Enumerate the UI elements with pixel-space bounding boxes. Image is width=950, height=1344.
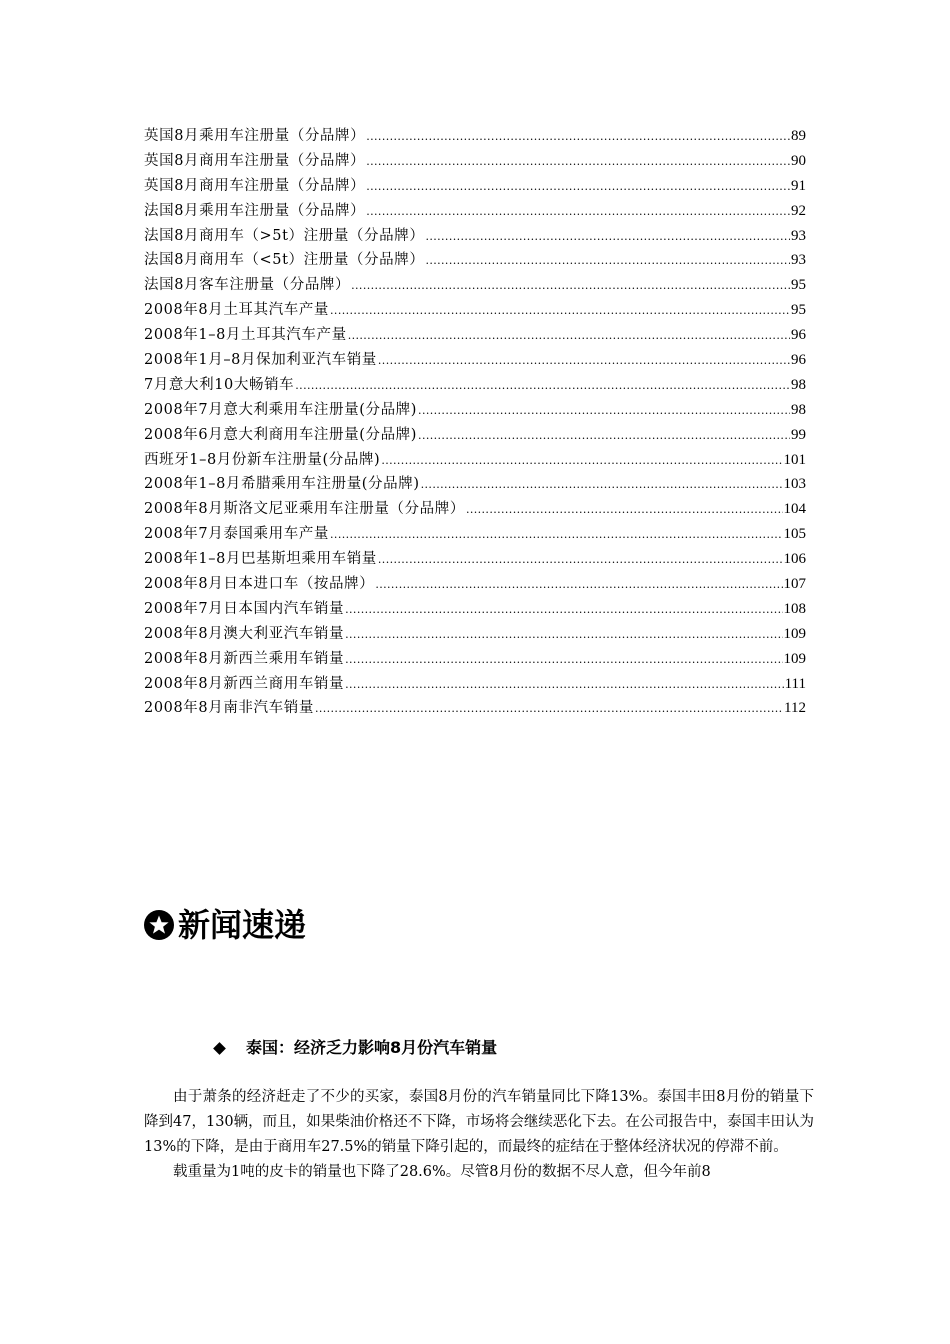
news-title bbox=[212, 1034, 497, 1062]
toc-leader-dots bbox=[466, 498, 783, 523]
toc-entry-title: 2008年8月斯洛文尼亚乘用车注册量（分品牌） bbox=[144, 501, 465, 518]
toc-leader-dots bbox=[421, 473, 783, 498]
toc-entry[interactable] bbox=[144, 373, 806, 398]
toc-entry[interactable] bbox=[144, 323, 806, 348]
toc-leader-dots bbox=[375, 573, 782, 598]
toc-entry-title: 7月意大利10大畅销车 bbox=[144, 376, 295, 393]
toc-entry-title: 英国8月商用车注册量（分品牌） bbox=[144, 152, 366, 169]
toc-entry[interactable] bbox=[144, 174, 806, 199]
toc-entry-page: 104 bbox=[783, 501, 806, 518]
article-paragraph: 载重量为1吨的皮卡的销量也下降了28.6%。尽管8月份的数据不尽人意，但今年前8 bbox=[173, 1164, 711, 1180]
toc-entry-title: 2008年7月日本国内汽车销量 bbox=[144, 600, 345, 617]
toc-leader-dots bbox=[345, 598, 782, 623]
toc-entry[interactable] bbox=[144, 647, 806, 672]
news-title-text: 泰国：经济乏力影响8月份汽车销量 bbox=[246, 1038, 498, 1057]
toc-entry[interactable] bbox=[144, 522, 806, 547]
toc-entry-page: 112 bbox=[784, 700, 806, 717]
toc-leader-dots bbox=[381, 449, 782, 474]
toc-leader-dots bbox=[366, 150, 790, 175]
toc-entry[interactable] bbox=[144, 547, 806, 572]
toc-entry-title: 2008年8月新西兰乘用车销量 bbox=[144, 650, 345, 667]
toc-entry[interactable] bbox=[144, 273, 806, 298]
toc-entry-page: 96 bbox=[791, 327, 806, 344]
star-circle-icon bbox=[144, 910, 174, 940]
toc-leader-dots bbox=[418, 424, 790, 449]
toc-entry-title: 法国8月商用车（<5t）注册量（分品牌） bbox=[144, 252, 425, 269]
toc-entry[interactable] bbox=[144, 497, 806, 522]
toc-entry[interactable] bbox=[144, 622, 806, 647]
toc-leader-dots bbox=[366, 125, 790, 150]
toc-entry-page: 107 bbox=[783, 576, 806, 593]
toc-leader-dots bbox=[378, 349, 790, 374]
toc-entry[interactable] bbox=[144, 572, 806, 597]
toc-entry[interactable] bbox=[144, 423, 806, 448]
toc-entry-page: 108 bbox=[783, 600, 806, 617]
toc-entry-title: 西班牙1–8月份新车注册量(分品牌) bbox=[144, 451, 381, 468]
toc-entry[interactable] bbox=[144, 672, 806, 697]
toc-entry-page: 109 bbox=[783, 650, 806, 667]
toc-entry-title: 法国8月商用车（>5t）注册量（分品牌） bbox=[144, 227, 425, 244]
toc-entry-page: 99 bbox=[791, 426, 806, 443]
toc-entry-page: 111 bbox=[784, 675, 806, 692]
toc-entry[interactable] bbox=[144, 348, 806, 373]
diamond-bullet-icon bbox=[213, 1042, 226, 1055]
toc-entry[interactable] bbox=[144, 298, 806, 323]
toc-leader-dots bbox=[330, 523, 782, 548]
toc-leader-dots bbox=[315, 697, 783, 722]
toc-entry[interactable] bbox=[144, 696, 806, 721]
toc-entry-title: 2008年8月澳大利亚汽车销量 bbox=[144, 625, 345, 642]
toc-leader-dots bbox=[366, 175, 790, 200]
toc-entry[interactable] bbox=[144, 448, 806, 473]
toc-entry-page: 95 bbox=[791, 277, 806, 294]
toc-entry-page: 93 bbox=[791, 227, 806, 244]
toc-entry[interactable] bbox=[144, 199, 806, 224]
toc-entry[interactable] bbox=[144, 472, 806, 497]
toc-entry[interactable] bbox=[144, 248, 806, 273]
toc-entry-page: 98 bbox=[791, 401, 806, 418]
toc-entry-title: 2008年8月日本进口车（按品牌） bbox=[144, 576, 375, 593]
toc-leader-dots bbox=[378, 548, 783, 573]
toc-entry-title: 法国8月客车注册量（分品牌） bbox=[144, 277, 351, 294]
toc-entry-page: 92 bbox=[791, 202, 806, 219]
toc-leader-dots bbox=[348, 324, 790, 349]
toc-entry-page: 96 bbox=[791, 352, 806, 369]
toc-entry-title: 2008年1–8月土耳其汽车产量 bbox=[144, 327, 347, 344]
toc-entry-page: 90 bbox=[791, 152, 806, 169]
toc-entry-title: 2008年7月泰国乘用车产量 bbox=[144, 526, 330, 543]
toc-leader-dots bbox=[366, 200, 790, 225]
toc-entry[interactable] bbox=[144, 597, 806, 622]
toc-entry-page: 98 bbox=[791, 376, 806, 393]
toc-leader-dots bbox=[295, 374, 790, 399]
toc-entry-title: 英国8月商用车注册量（分品牌） bbox=[144, 177, 366, 194]
toc-leader-dots bbox=[345, 673, 783, 698]
toc-leader-dots bbox=[425, 225, 790, 250]
toc-entry-page: 105 bbox=[783, 526, 806, 543]
toc-entry-title: 法国8月乘用车注册量（分品牌） bbox=[144, 202, 366, 219]
toc-entry-title: 2008年1–8月希腊乘用车注册量(分品牌) bbox=[144, 476, 420, 493]
toc-leader-dots bbox=[351, 274, 790, 299]
toc-entry-title: 2008年6月意大利商用车注册量(分品牌) bbox=[144, 426, 418, 443]
news-article bbox=[144, 1085, 814, 1185]
toc-leader-dots bbox=[345, 648, 782, 673]
toc-entry-title: 2008年1–8月巴基斯坦乘用车销量 bbox=[144, 551, 377, 568]
toc-entry-page: 89 bbox=[791, 128, 806, 144]
toc-entry[interactable] bbox=[144, 398, 806, 423]
toc-leader-dots bbox=[330, 299, 790, 324]
section-heading-text: 新闻速递 bbox=[178, 906, 307, 944]
toc-entry[interactable] bbox=[144, 149, 806, 174]
toc-leader-dots bbox=[425, 249, 790, 274]
toc-leader-dots bbox=[345, 623, 782, 648]
toc-entry-title: 2008年8月新西兰商用车销量 bbox=[144, 675, 345, 692]
toc-entry-title: 2008年8月南非汽车销量 bbox=[144, 700, 314, 717]
toc-entry-title: 2008年1月–8月保加利亚汽车销量 bbox=[144, 352, 377, 369]
toc-entry-page: 103 bbox=[783, 476, 806, 493]
toc-entry-page: 95 bbox=[791, 302, 806, 319]
toc-entry-page: 93 bbox=[791, 252, 806, 269]
toc-entry-page: 109 bbox=[783, 625, 806, 642]
article-paragraph: 由于萧条的经济赶走了不少的买家，泰国8月份的汽车销量同比下降13%。泰国丰田8月份的销量下降到47，130辆，而且，如果柴油价格还不下降，市场将会继续恶化下去。在公司报告中，泰国丰田认为13%的下降，是由于商用车27.5%的销量下降引起的，而最终的症结在于整体经济状况的停滞不前。 bbox=[144, 1089, 814, 1155]
section-heading bbox=[144, 900, 306, 950]
toc-entry-title: 英国8月乘用车注册量（分品牌） bbox=[144, 128, 366, 144]
table-of-contents bbox=[144, 124, 806, 721]
toc-entry-page: 91 bbox=[791, 177, 806, 194]
toc-entry-title: 2008年7月意大利乘用车注册量(分品牌) bbox=[144, 401, 418, 418]
toc-entry[interactable] bbox=[144, 124, 806, 149]
toc-entry-page: 106 bbox=[783, 551, 806, 568]
toc-entry-page: 101 bbox=[783, 451, 806, 468]
toc-entry[interactable] bbox=[144, 224, 806, 249]
toc-leader-dots bbox=[418, 399, 790, 424]
toc-entry-title: 2008年8月土耳其汽车产量 bbox=[144, 302, 330, 319]
